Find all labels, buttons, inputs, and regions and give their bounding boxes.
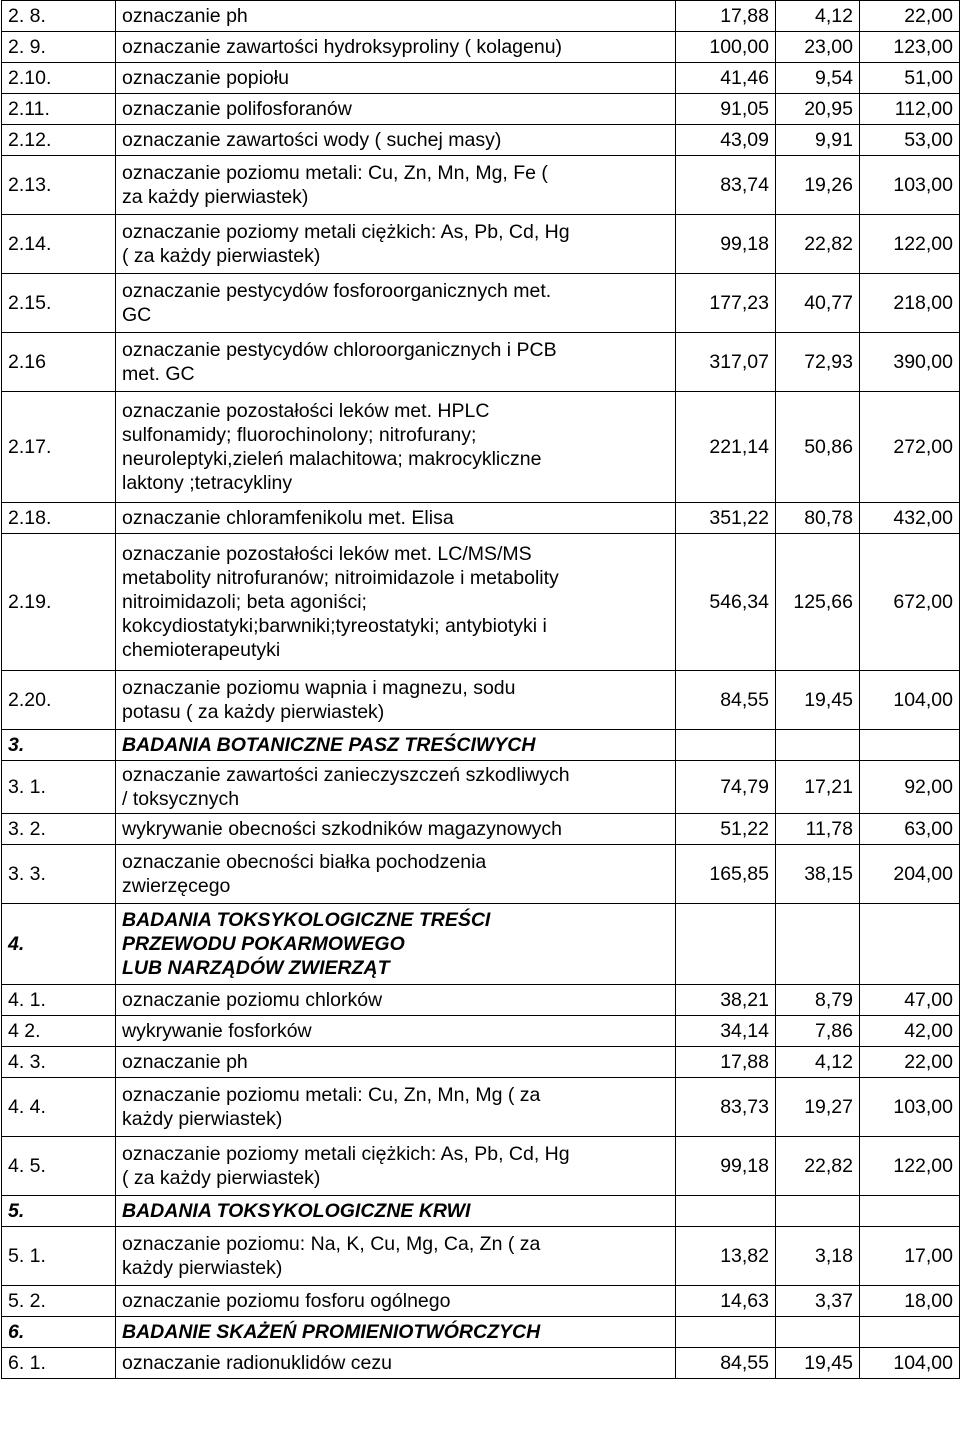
description-line: oznaczanie poziomu: Na, K, Cu, Mg, Ca, Zn ( za bbox=[122, 1233, 541, 1255]
gross-price bbox=[860, 1317, 960, 1348]
vat-amount: 17,21 bbox=[776, 761, 860, 814]
net-price: 221,14 bbox=[676, 392, 776, 503]
table-row bbox=[2, 985, 960, 1016]
gross-price: 112,00 bbox=[860, 94, 960, 125]
net-price bbox=[676, 1317, 776, 1348]
description-line: chemioterapeutyki bbox=[122, 639, 281, 661]
net-price: 14,63 bbox=[676, 1286, 776, 1317]
item-number: 3. 1. bbox=[2, 761, 116, 814]
vat-amount bbox=[776, 1317, 860, 1348]
item-description bbox=[116, 671, 676, 730]
vat-amount bbox=[776, 1196, 860, 1227]
description-line: oznaczanie chloramfenikolu met. Elisa bbox=[122, 507, 454, 529]
description-line: nitroimidazoli; beta agoniści; bbox=[122, 591, 367, 613]
gross-price: 218,00 bbox=[860, 274, 960, 333]
table-row bbox=[2, 94, 960, 125]
description-line: oznaczanie poziomu fosforu ogólnego bbox=[122, 1290, 451, 1312]
gross-price: 22,00 bbox=[860, 1, 960, 32]
net-price: 74,79 bbox=[676, 761, 776, 814]
item-description bbox=[116, 1348, 676, 1379]
gross-price: 272,00 bbox=[860, 392, 960, 503]
item-number: 2.20. bbox=[2, 671, 116, 730]
description-line: oznaczanie zawartości hydroksyproliny ( kolagenu) bbox=[122, 36, 563, 58]
price-table bbox=[1, 0, 960, 1379]
item-number: 2.17. bbox=[2, 392, 116, 503]
table-row bbox=[2, 392, 960, 503]
net-price: 99,18 bbox=[676, 1137, 776, 1196]
item-number: 2.14. bbox=[2, 215, 116, 274]
description-line: laktony ;tetracykliny bbox=[122, 472, 293, 494]
net-price: 43,09 bbox=[676, 125, 776, 156]
table-row bbox=[2, 503, 960, 534]
net-price: 34,14 bbox=[676, 1016, 776, 1047]
table-row bbox=[2, 1078, 960, 1137]
item-description bbox=[116, 761, 676, 814]
description-line: każdy pierwiastek) bbox=[122, 1257, 283, 1279]
net-price: 13,82 bbox=[676, 1227, 776, 1286]
description-line: neuroleptyki,zieleń malachitowa; makrocykliczne bbox=[122, 448, 542, 470]
item-number: 2.19. bbox=[2, 534, 116, 671]
gross-price: 672,00 bbox=[860, 534, 960, 671]
section-title bbox=[116, 1317, 676, 1348]
item-description bbox=[116, 845, 676, 904]
net-price: 38,21 bbox=[676, 985, 776, 1016]
item-number: 3. 2. bbox=[2, 814, 116, 845]
item-number: 2. 9. bbox=[2, 32, 116, 63]
description-line: LUB NARZĄDÓW ZWIERZĄT bbox=[122, 957, 390, 979]
description-line: oznaczanie zawartości zanieczyszczeń szkodliwych bbox=[122, 764, 570, 786]
price-table-body bbox=[2, 1, 960, 1379]
item-number: 5. 1. bbox=[2, 1227, 116, 1286]
vat-amount: 11,78 bbox=[776, 814, 860, 845]
gross-price: 92,00 bbox=[860, 761, 960, 814]
section-title bbox=[116, 904, 676, 985]
gross-price: 104,00 bbox=[860, 671, 960, 730]
net-price: 17,88 bbox=[676, 1, 776, 32]
vat-amount: 80,78 bbox=[776, 503, 860, 534]
description-line: ( za każdy pierwiastek) bbox=[122, 245, 321, 267]
gross-price: 47,00 bbox=[860, 985, 960, 1016]
vat-amount: 3,18 bbox=[776, 1227, 860, 1286]
description-line: wykrywanie obecności szkodników magazynowych bbox=[122, 818, 563, 840]
item-number: 4. bbox=[2, 904, 116, 985]
vat-amount: 22,82 bbox=[776, 215, 860, 274]
gross-price: 122,00 bbox=[860, 1137, 960, 1196]
net-price: 100,00 bbox=[676, 32, 776, 63]
item-description bbox=[116, 985, 676, 1016]
description-line: za każdy pierwiastek) bbox=[122, 186, 309, 208]
vat-amount bbox=[776, 904, 860, 985]
description-line: wykrywanie fosforków bbox=[122, 1020, 312, 1042]
description-line: każdy pierwiastek) bbox=[122, 1108, 283, 1130]
net-price: 317,07 bbox=[676, 333, 776, 392]
item-number: 4. 4. bbox=[2, 1078, 116, 1137]
description-line: oznaczanie poziomu metali: Cu, Zn, Mn, Mg ( za bbox=[122, 1084, 541, 1106]
item-description bbox=[116, 503, 676, 534]
table-row bbox=[2, 32, 960, 63]
vat-amount: 20,95 bbox=[776, 94, 860, 125]
item-description bbox=[116, 215, 676, 274]
description-line: potasu ( za każdy pierwiastek) bbox=[122, 701, 385, 723]
vat-amount: 19,27 bbox=[776, 1078, 860, 1137]
vat-amount: 19,45 bbox=[776, 1348, 860, 1379]
item-description bbox=[116, 534, 676, 671]
section-header-row bbox=[2, 904, 960, 985]
vat-amount: 3,37 bbox=[776, 1286, 860, 1317]
table-row bbox=[2, 1047, 960, 1078]
item-description bbox=[116, 814, 676, 845]
item-description bbox=[116, 392, 676, 503]
net-price: 17,88 bbox=[676, 1047, 776, 1078]
vat-amount: 7,86 bbox=[776, 1016, 860, 1047]
section-title bbox=[116, 730, 676, 761]
description-line: BADANIE SKAŻEŃ PROMIENIOTWÓRCZYCH bbox=[122, 1321, 541, 1343]
table-row bbox=[2, 215, 960, 274]
description-line: met. GC bbox=[122, 363, 195, 385]
section-header-row bbox=[2, 730, 960, 761]
gross-price: 22,00 bbox=[860, 1047, 960, 1078]
gross-price: 18,00 bbox=[860, 1286, 960, 1317]
description-line: oznaczanie popiołu bbox=[122, 67, 289, 89]
gross-price bbox=[860, 1196, 960, 1227]
gross-price: 123,00 bbox=[860, 32, 960, 63]
vat-amount: 23,00 bbox=[776, 32, 860, 63]
description-line: oznaczanie ph bbox=[122, 5, 248, 27]
table-row bbox=[2, 761, 960, 814]
item-description bbox=[116, 32, 676, 63]
description-line: oznaczanie poziomu wapnia i magnezu, sodu bbox=[122, 677, 516, 699]
description-line: oznaczanie poziomy metali ciężkich: As, Pb, Cd, Hg bbox=[122, 221, 570, 243]
gross-price bbox=[860, 730, 960, 761]
table-row bbox=[2, 274, 960, 333]
item-description bbox=[116, 1227, 676, 1286]
description-line: PRZEWODU POKARMOWEGO bbox=[122, 933, 405, 955]
item-description bbox=[116, 1047, 676, 1078]
vat-amount: 4,12 bbox=[776, 1, 860, 32]
net-price: 546,34 bbox=[676, 534, 776, 671]
net-price: 351,22 bbox=[676, 503, 776, 534]
table-row bbox=[2, 534, 960, 671]
vat-amount: 19,45 bbox=[776, 671, 860, 730]
table-row bbox=[2, 814, 960, 845]
net-price: 91,05 bbox=[676, 94, 776, 125]
description-line: oznaczanie ph bbox=[122, 1051, 248, 1073]
item-number: 2.10. bbox=[2, 63, 116, 94]
gross-price: 103,00 bbox=[860, 156, 960, 215]
vat-amount: 22,82 bbox=[776, 1137, 860, 1196]
gross-price: 63,00 bbox=[860, 814, 960, 845]
gross-price: 53,00 bbox=[860, 125, 960, 156]
vat-amount: 72,93 bbox=[776, 333, 860, 392]
description-line: kokcydiostatyki;barwniki;tyreostatyki; antybiotyki i bbox=[122, 615, 547, 637]
item-description bbox=[116, 94, 676, 125]
gross-price: 42,00 bbox=[860, 1016, 960, 1047]
gross-price: 103,00 bbox=[860, 1078, 960, 1137]
description-line: GC bbox=[122, 304, 152, 326]
net-price: 51,22 bbox=[676, 814, 776, 845]
vat-amount: 4,12 bbox=[776, 1047, 860, 1078]
item-number: 4 2. bbox=[2, 1016, 116, 1047]
item-number: 2. 8. bbox=[2, 1, 116, 32]
table-row bbox=[2, 1227, 960, 1286]
description-line: BADANIA BOTANICZNE PASZ TREŚCIWYCH bbox=[122, 734, 536, 756]
net-price: 99,18 bbox=[676, 215, 776, 274]
item-number: 2.11. bbox=[2, 94, 116, 125]
description-line: oznaczanie polifosforanów bbox=[122, 98, 352, 120]
vat-amount: 8,79 bbox=[776, 985, 860, 1016]
net-price: 83,73 bbox=[676, 1078, 776, 1137]
item-number: 2.18. bbox=[2, 503, 116, 534]
table-row bbox=[2, 1137, 960, 1196]
item-description bbox=[116, 63, 676, 94]
description-line: metabolity nitrofuranów; nitroimidazole i metabolity bbox=[122, 567, 559, 589]
vat-amount bbox=[776, 730, 860, 761]
item-description bbox=[116, 1, 676, 32]
item-number: 3. 3. bbox=[2, 845, 116, 904]
description-line: oznaczanie pestycydów chloroorganicznych i PCB bbox=[122, 339, 557, 361]
description-line: BADANIA TOKSYKOLOGICZNE KRWI bbox=[122, 1200, 471, 1222]
vat-amount: 9,91 bbox=[776, 125, 860, 156]
section-header-row bbox=[2, 1196, 960, 1227]
table-row bbox=[2, 333, 960, 392]
section-header-row bbox=[2, 1317, 960, 1348]
item-number: 4. 1. bbox=[2, 985, 116, 1016]
vat-amount: 38,15 bbox=[776, 845, 860, 904]
gross-price: 17,00 bbox=[860, 1227, 960, 1286]
item-number: 2.12. bbox=[2, 125, 116, 156]
item-number: 5. bbox=[2, 1196, 116, 1227]
item-number: 2.15. bbox=[2, 274, 116, 333]
item-description bbox=[116, 1137, 676, 1196]
description-line: oznaczanie poziomy metali ciężkich: As, Pb, Cd, Hg bbox=[122, 1143, 570, 1165]
description-line: oznaczanie pozostałości leków met. HPLC bbox=[122, 400, 490, 422]
vat-amount: 9,54 bbox=[776, 63, 860, 94]
description-line: oznaczanie radionuklidów cezu bbox=[122, 1352, 392, 1374]
table-row bbox=[2, 156, 960, 215]
table-row bbox=[2, 845, 960, 904]
vat-amount: 40,77 bbox=[776, 274, 860, 333]
item-description bbox=[116, 156, 676, 215]
description-line: BADANIA TOKSYKOLOGICZNE TREŚCI bbox=[122, 909, 491, 931]
item-description bbox=[116, 274, 676, 333]
description-line: zwierzęcego bbox=[122, 875, 231, 897]
gross-price: 122,00 bbox=[860, 215, 960, 274]
net-price: 84,55 bbox=[676, 1348, 776, 1379]
description-line: ( za każdy pierwiastek) bbox=[122, 1167, 321, 1189]
description-line: oznaczanie poziomu metali: Cu, Zn, Mn, Mg, Fe ( bbox=[122, 162, 548, 184]
description-line: oznaczanie pestycydów fosforoorganicznych met. bbox=[122, 280, 552, 302]
item-number: 5. 2. bbox=[2, 1286, 116, 1317]
item-description bbox=[116, 1078, 676, 1137]
table-row bbox=[2, 1, 960, 32]
item-description bbox=[116, 333, 676, 392]
net-price bbox=[676, 1196, 776, 1227]
net-price: 177,23 bbox=[676, 274, 776, 333]
section-title bbox=[116, 1196, 676, 1227]
table-row bbox=[2, 1016, 960, 1047]
item-number: 6. bbox=[2, 1317, 116, 1348]
description-line: sulfonamidy; fluorochinolony; nitrofurany; bbox=[122, 424, 477, 446]
table-row bbox=[2, 125, 960, 156]
description-line: oznaczanie poziomu chlorków bbox=[122, 989, 383, 1011]
item-description bbox=[116, 1016, 676, 1047]
vat-amount: 50,86 bbox=[776, 392, 860, 503]
vat-amount: 125,66 bbox=[776, 534, 860, 671]
description-line: oznaczanie obecności białka pochodzenia bbox=[122, 851, 487, 873]
gross-price: 432,00 bbox=[860, 503, 960, 534]
net-price bbox=[676, 730, 776, 761]
gross-price: 390,00 bbox=[860, 333, 960, 392]
net-price bbox=[676, 904, 776, 985]
table-row bbox=[2, 63, 960, 94]
item-number: 6. 1. bbox=[2, 1348, 116, 1379]
net-price: 83,74 bbox=[676, 156, 776, 215]
net-price: 165,85 bbox=[676, 845, 776, 904]
description-line: / toksycznych bbox=[122, 788, 240, 810]
item-number: 3. bbox=[2, 730, 116, 761]
vat-amount: 19,26 bbox=[776, 156, 860, 215]
table-row bbox=[2, 1286, 960, 1317]
item-number: 2.13. bbox=[2, 156, 116, 215]
item-description bbox=[116, 125, 676, 156]
gross-price bbox=[860, 904, 960, 985]
item-number: 4. 3. bbox=[2, 1047, 116, 1078]
table-row bbox=[2, 671, 960, 730]
description-line: oznaczanie pozostałości leków met. LC/MS/MS bbox=[122, 543, 532, 565]
item-number: 2.16 bbox=[2, 333, 116, 392]
net-price: 41,46 bbox=[676, 63, 776, 94]
item-description bbox=[116, 1286, 676, 1317]
item-number: 4. 5. bbox=[2, 1137, 116, 1196]
net-price: 84,55 bbox=[676, 671, 776, 730]
gross-price: 51,00 bbox=[860, 63, 960, 94]
gross-price: 104,00 bbox=[860, 1348, 960, 1379]
table-row bbox=[2, 1348, 960, 1379]
description-line: oznaczanie zawartości wody ( suchej masy) bbox=[122, 129, 502, 151]
gross-price: 204,00 bbox=[860, 845, 960, 904]
